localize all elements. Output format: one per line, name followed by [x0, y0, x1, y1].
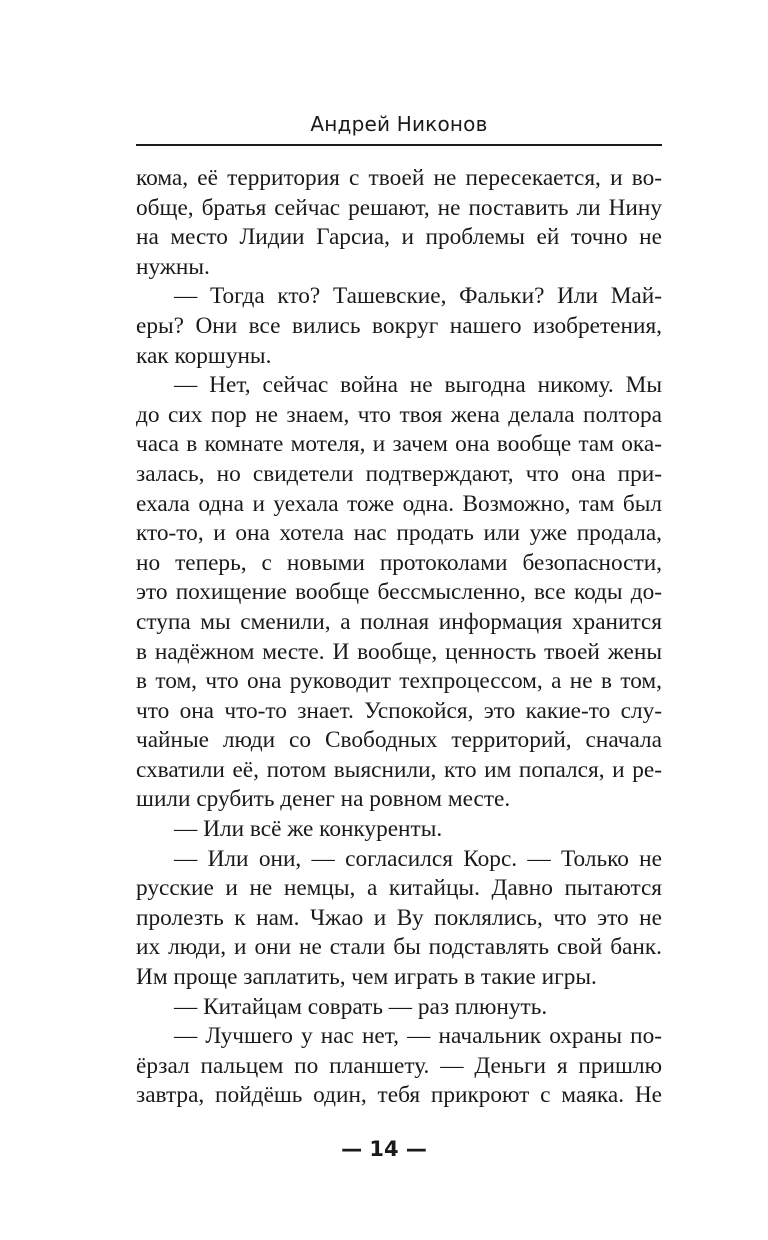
text-line: обще, братья сейчас решают, не поставить ли Нину [136, 194, 662, 221]
text-line: ехала одна и уехала тоже одна. Возможно, там был [136, 490, 662, 517]
text-line: часа в комнате мотеля, и зачем она вообще там ока- [136, 431, 662, 458]
text-line: — Лучшего у нас нет, — начальник охраны по- [174, 1023, 662, 1050]
text-line: нужны. [136, 253, 210, 280]
text-line: в надёжном месте. И вообще, ценность твоей жены [136, 638, 662, 665]
text-line: на место Лидии Гарсиа, и проблемы ей точно не [136, 224, 662, 251]
text-line: — Нет, сейчас война не выгодна никому. Мы [174, 372, 662, 399]
text-line: но теперь, с новыми протоколами безопасности, [136, 549, 662, 576]
text-line: русские и не немцы, а китайцы. Давно пытаются [136, 875, 662, 902]
text-line: как коршуны. [136, 342, 272, 369]
text-line: шили срубить денег на ровном месте. [136, 786, 511, 813]
text-line: завтра, пойдёшь один, тебя прикроют с маяка. Не [136, 1082, 662, 1109]
text-line: ступа мы сменили, а полная информация хранится [136, 608, 662, 635]
text-line: — Тогда кто? Ташевские, Фальки? Или Май- [174, 283, 662, 310]
text-line: пролезть к нам. Чжао и Ву поклялись, что это не [136, 904, 662, 931]
text-line: что она что-то знает. Успокойся, это какие-то слу- [136, 697, 662, 724]
text-line: ёрзал пальцем по планшету. — Деньги я пришлю [136, 1052, 662, 1079]
text-line: кома, её территория с твоей не пересекается, и во- [136, 165, 662, 191]
text-line: — Или они, — согласился Корс. — Только не [174, 845, 662, 872]
text-line: в том, что она руководит техпроцессом, а не в том, [136, 668, 662, 695]
text-line: — Или всё же конкуренты. [174, 816, 443, 843]
text-line: их люди, и они не стали бы подставлять свой банк. [136, 934, 662, 961]
body-text [136, 164, 662, 1111]
page-number: — 14 — [341, 1137, 427, 1161]
text-line: схватили её, потом выяснили, кто им попался, и ре- [136, 756, 662, 783]
text-line: это похищение вообще бессмысленно, все коды до- [136, 579, 662, 606]
running-header [136, 106, 662, 146]
text-line: — Китайцам соврать — раз плюнуть. [174, 993, 548, 1020]
text-line: до сих пор не знаем, что твоя жена делала полтора [136, 401, 662, 428]
text-line: еры? Они все вились вокруг нашего изобретения, [136, 312, 662, 339]
text-line: чайные люди со Свободных территорий, сначала [136, 727, 662, 754]
text-line: Им проще заплатить, чем играть в такие игры. [136, 964, 597, 991]
text-line: залась, но свидетели подтверждают, что она при- [136, 460, 662, 487]
text-line: кто-то, и она хотела нас продать или уже продала, [136, 520, 662, 547]
author-name: Андрей Никонов [310, 112, 488, 136]
